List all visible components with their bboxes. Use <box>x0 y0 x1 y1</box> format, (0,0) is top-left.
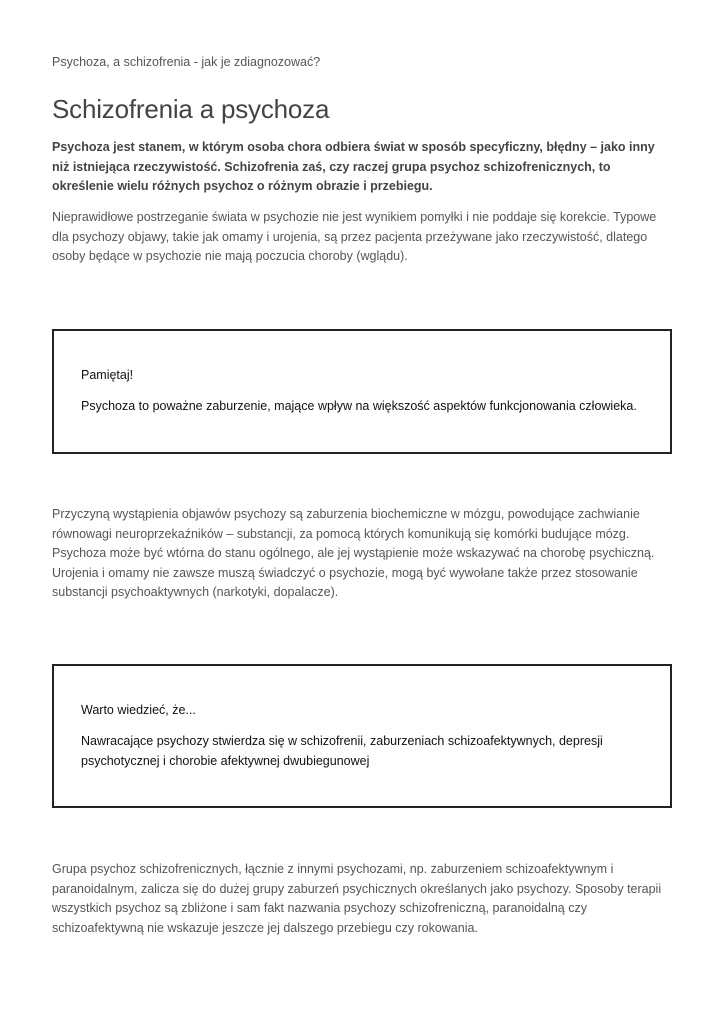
callout-body: Nawracające psychozy stwierdza się w schizofrenii, zaburzeniach schizoafektywnych, depresji psychotycznej i chorobie afektywnej dwubiegunowej <box>81 734 603 768</box>
callout-title: Warto wiedzieć, że... <box>81 703 196 717</box>
callout-box-did-you-know <box>52 664 672 808</box>
paragraph-2: Przyczyną wystąpienia objawów psychozy są zaburzenia biochemiczne w mózgu, powodujące zachwianie równowagi neuroprzekaźników – substancji, za pomocą których komunikują się komórki budujące mózg. Psychoza może być wtórna do stanu ogólnego, ale jej wystąpienie może wskazywać na chorobę psychiczną. Urojenia i omamy nie zawsze muszą świadczyć o psychozie, mogą być wywołane także przez stosowanie substancji psychoaktywnych (narkotyki, dopalacze). <box>52 507 655 599</box>
breadcrumb: Psychoza, a schizofrenia - jak je zdiagnozować? <box>52 55 321 69</box>
page-title: Schizofrenia a psychoza <box>52 94 330 124</box>
callout-box-remember <box>52 329 672 454</box>
paragraph-1: Nieprawidłowe postrzeganie świata w psychozie nie jest wynikiem pomyłki i nie poddaje się korekcie. Typowe dla psychozy objawy, takie jak omamy i urojenia, są przez pacjenta przeżywane jako rzeczywistość, dlatego osoby będące w psychozie nie mają poczucia choroby (wglądu). <box>52 210 657 263</box>
callout-body: Psychoza to poważne zaburzenie, mające wpływ na większość aspektów funkcjonowania człowieka. <box>81 399 637 413</box>
callout-title: Pamiętaj! <box>81 368 134 382</box>
paragraph-3: Grupa psychoz schizofrenicznych, łącznie z innymi psychozami, np. zaburzeniem schizoafektywnym i paranoidalnym, zalicza się do dużej grupy zaburzeń psychicznych określanych jako psychozy. Sposoby terapii wszystkich psychoz są zbliżone i sam fakt nazwania psychozy schizofreniczną, paranoidalną czy schizoafektywną nie wskazuje jeszcze jej dalszego przebiegu czy rokowania. <box>52 862 662 935</box>
lead-paragraph: Psychoza jest stanem, w którym osoba chora odbiera świat w sposób specyficzny, błędny – jako inny niż istniejąca rzeczywistość. Schizofrenia zaś, czy raczej grupa psychoz schizofrenicznych, to określenie wielu różnych psychoz o różnym obrazie i przebiegu. <box>52 140 655 193</box>
